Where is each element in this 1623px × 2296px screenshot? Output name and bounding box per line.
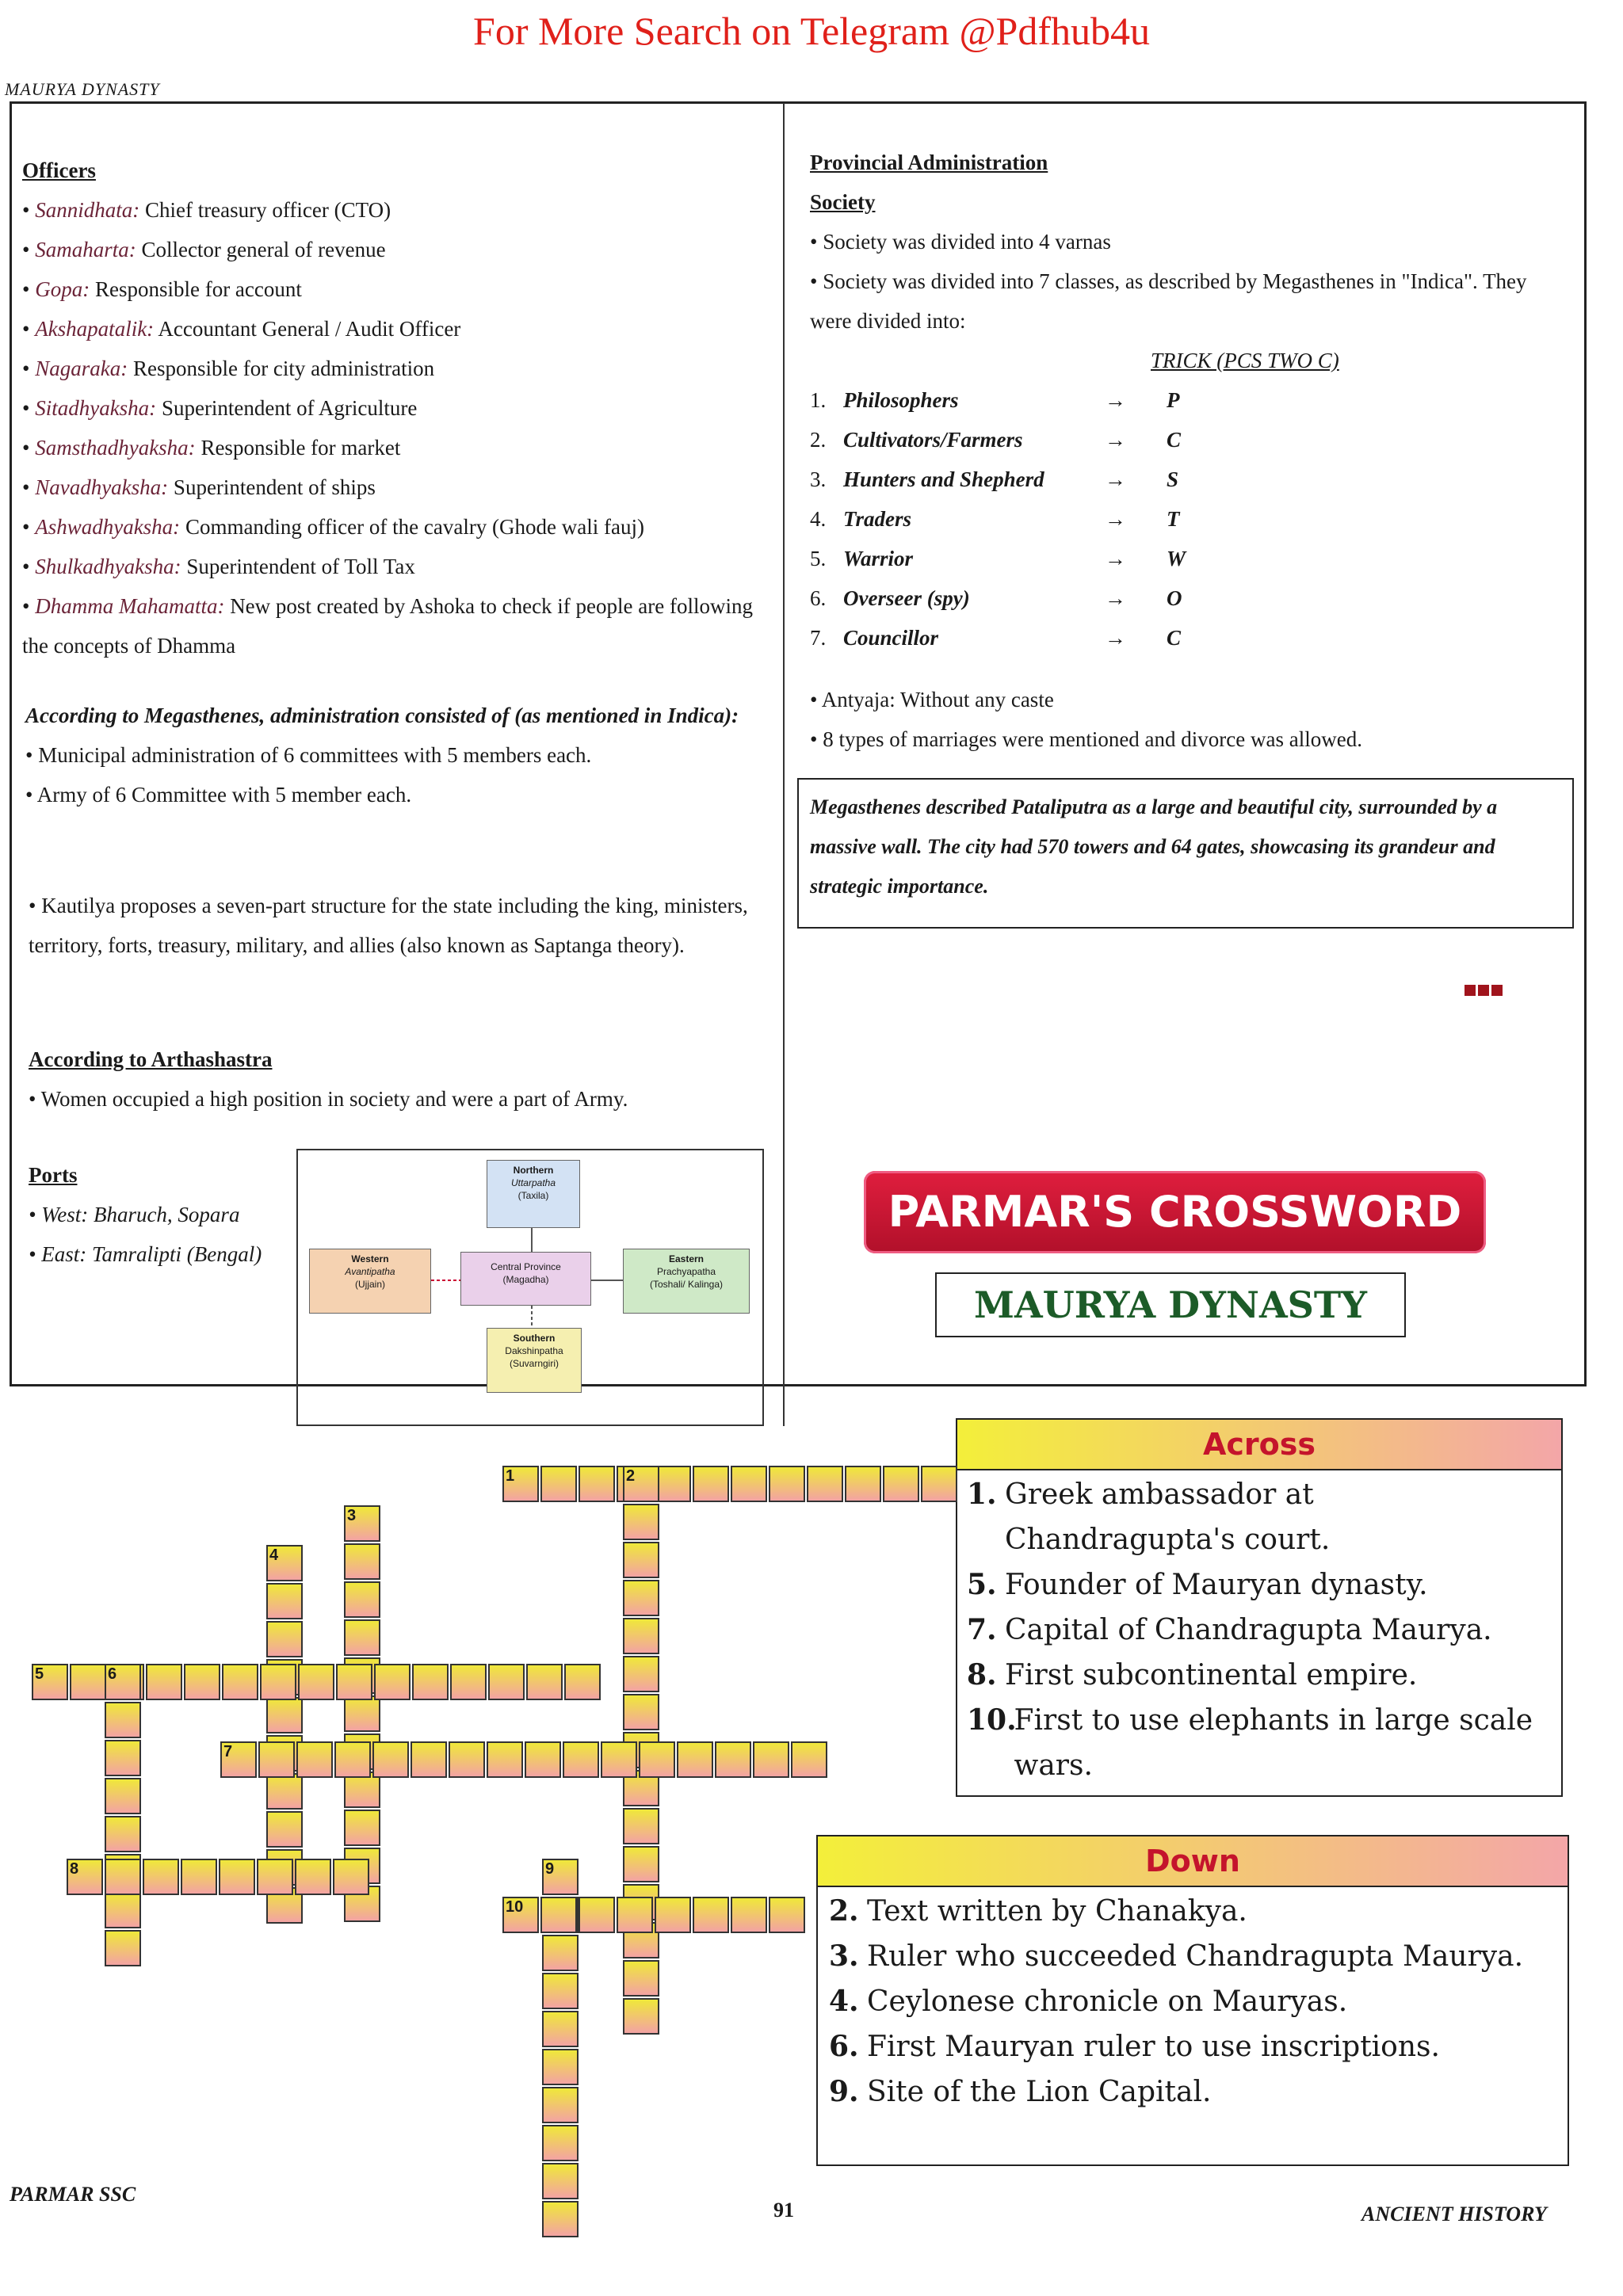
class-number: 5. [810,547,827,570]
class-letter: W [1167,547,1186,570]
crossword-cell[interactable] [623,1808,659,1844]
crossword-cell[interactable] [623,1694,659,1730]
arthashastra-heading: According to Arthashastra [29,1047,273,1071]
clue-number: 3. [829,1939,859,1973]
crossword-cell[interactable] [105,1892,141,1928]
crossword-cell[interactable] [344,1543,380,1580]
crossword-cell[interactable] [542,2049,579,2085]
society-item: • Society was divided into 7 classes, as described by Megasthenes in "Indica". They were divided into: [810,261,1571,341]
crossword-cell[interactable] [105,1930,141,1966]
crossword-cell[interactable] [258,1741,295,1778]
crossword-cell[interactable] [693,1897,729,1933]
crossword-cell[interactable] [542,2087,579,2123]
class-letter: C [1167,428,1182,452]
clue-text: First to use elephants in large scale wars. [1014,1704,1533,1782]
society-item: • Society was divided into 4 varnas [810,222,1571,261]
crossword-cell[interactable] [845,1466,881,1502]
pataliputra-box: Megasthenes described Pataliputra as a large and beautiful city, surrounded by a massive wall. The city had 570 towers and 64 gates, showcasing its grandeur and strategic importance. [797,778,1574,929]
crossword-cell[interactable] [807,1466,843,1502]
officer-term: Nagaraka: [35,357,128,380]
class-letter: T [1167,507,1180,531]
crossword-cell[interactable] [105,1740,141,1776]
megasthenes-item: • Army of 6 Committee with 5 member each. [25,775,774,814]
clue-number: 8. [967,1658,997,1691]
cell-number: 10 [506,1898,524,1916]
crossword-cell[interactable] [623,1580,659,1616]
officers-heading: Officers [22,158,96,182]
crossword-cell[interactable] [542,2011,579,2047]
arrow-icon: → [1105,626,1126,650]
crossword-cell[interactable] [623,1998,659,2035]
class-number: 6. [810,586,827,610]
crossword-cell[interactable] [344,1695,380,1732]
class-name: Hunters and Shepherd [843,467,1044,491]
footer-right: ANCIENT HISTORY [1361,2203,1547,2225]
officer-term: Samsthadhyaksha: [35,436,196,460]
crossword-title: PARMAR'S CROSSWORD [864,1171,1486,1253]
across-clue [967,1562,1552,1608]
crossword-cell[interactable] [296,1741,333,1778]
crossword-cell[interactable] [540,1466,577,1502]
officer-term: Akshapatalik: [35,317,155,341]
crossword-cell[interactable] [344,1810,380,1846]
crossword-cell[interactable] [655,1466,691,1502]
crossword-cell[interactable] [693,1466,729,1502]
clue-text: Founder of Mauryan dynasty. [1005,1569,1428,1601]
crossword-cell[interactable] [579,1897,615,1933]
crossword-cell[interactable] [450,1664,487,1700]
officer-desc: Accountant General / Audit Officer [154,317,461,341]
crossword-cell[interactable] [542,1935,579,1971]
clue-text: Ruler who succeeded Chandragupta Maurya. [867,1940,1524,1973]
class-letter: O [1167,586,1182,610]
class-letter: C [1167,626,1182,650]
class-letter: S [1167,467,1179,491]
arthashastra-item: • Women occupied a high position in society and were a part of Army. [29,1087,628,1111]
officer-desc: Collector general of revenue [136,238,386,261]
clue-text: Ceylonese chronicle on Mauryas. [867,1985,1348,2018]
crossword-cell[interactable] [639,1741,675,1778]
crossword-cell[interactable] [563,1741,599,1778]
officer-desc: Superintendent of Toll Tax [181,555,415,578]
crossword-cell[interactable] [374,1664,411,1700]
port-east: • East: Tamralipti (Bengal) [29,1242,262,1266]
officer-term: Sitadhyaksha: [35,396,157,420]
kautilya-text: • Kautilya proposes a seven-part structure for the state including the king, ministers, territory, forts, treasury, military, and allies (also known as Saptanga theory). [29,894,748,957]
clue-text: Site of the Lion Capital. [867,2076,1212,2108]
clue-number: 1. [967,1478,997,1511]
crossword-cell[interactable] [487,1741,523,1778]
class-name: Traders [843,507,911,531]
cell-number: 7 [223,1743,233,1760]
crossword-cell[interactable] [579,1466,615,1502]
across-heading: Across [957,1420,1561,1470]
page-number: 91 [773,2199,794,2222]
clue-text: Greek ambassador at Chandragupta's court. [1005,1478,1331,1556]
society-extra-item: • Antyaja: Without any caste [810,680,1571,719]
crossword-cell[interactable] [769,1466,805,1502]
cell-number: 3 [347,1507,357,1524]
crossword-cell[interactable] [542,2163,579,2199]
clue-number: 2. [829,1894,859,1928]
officer-term: Ashwadhyaksha: [35,515,181,539]
crossword-cell[interactable] [542,2201,579,2237]
crossword-cell[interactable] [715,1741,751,1778]
crossword-cell[interactable] [525,1741,561,1778]
crossword-cell[interactable] [105,1702,141,1738]
cell-number: 4 [269,1547,279,1564]
class-name: Philosophers [843,388,959,412]
officer-term: Dhamma Mahamatta: [35,594,225,618]
class-name: Warrior [843,547,914,570]
crossword-cell[interactable] [655,1897,691,1933]
crossword-cell[interactable] [266,1583,303,1619]
class-name: Cultivators/Farmers [843,428,1023,452]
crossword-cell[interactable] [184,1664,220,1700]
society-heading: Society [810,190,876,214]
crossword-cell[interactable] [883,1466,919,1502]
crossword-cell[interactable] [601,1741,637,1778]
crossword-cell[interactable] [266,1811,303,1848]
port-west: • West: Bharuch, Sopara [29,1203,240,1226]
crossword-cell[interactable] [334,1741,371,1778]
crossword-cell[interactable] [105,1778,141,1814]
officer-term: Shulkadhyaksha: [35,555,181,578]
running-head: MAURYA DYNASTY [5,79,160,99]
clue-number: 5. [967,1568,997,1601]
trick-label: TRICK (PCS TWO C) [1151,349,1339,372]
crossword-cell[interactable] [333,1859,369,1895]
across-clue [967,1653,1552,1698]
cell-number: 2 [626,1467,636,1485]
clue-text: Capital of Chandragupta Maurya. [1005,1614,1492,1646]
officer-term: Samaharta: [35,238,136,261]
across-clue [967,1698,1552,1788]
class-number: 4. [810,507,827,531]
crossword-cell[interactable] [219,1859,255,1895]
megasthenes-intro: According to Megasthenes, administration consisted of (as mentioned in Indica): [25,704,739,727]
crossword-cell[interactable] [623,1542,659,1578]
crossword-cell[interactable] [617,1897,653,1933]
cell-number: 6 [108,1665,117,1683]
officer-term: Gopa: [35,277,90,301]
crossword-cell[interactable] [70,1664,106,1700]
crossword-cell[interactable] [921,1466,957,1502]
crossword-cell[interactable] [526,1664,563,1700]
across-clues [957,1470,1561,1790]
west-node: Western Avantipatha (Ujjain) [309,1249,431,1314]
officer-term: Sannidhata: [35,198,140,222]
across-clue [967,1608,1552,1653]
clue-text: Text written by Chanakya. [867,1895,1247,1928]
crossword-cell[interactable] [540,1897,577,1933]
class-number: 2. [810,428,827,452]
crossword-cell[interactable] [344,1619,380,1656]
crossword-cell[interactable] [623,1504,659,1540]
clue-text: First Mauryan ruler to use inscriptions. [867,2031,1440,2063]
crossword-cell[interactable] [266,1697,303,1733]
crossword-cell[interactable] [753,1741,789,1778]
provincial-heading: Provincial Administration [810,151,1048,174]
crossword-cell[interactable] [623,1656,659,1692]
crossword-cell[interactable] [105,1859,141,1895]
crossword-cell[interactable] [372,1741,409,1778]
down-heading: Down [818,1836,1568,1887]
class-letter: P [1167,388,1180,412]
crossword-cell[interactable] [731,1466,767,1502]
south-node: Southern Dakshinpatha (Suvarngiri) [487,1328,582,1393]
crossword-cell[interactable] [564,1664,601,1700]
officer-desc: New post created by Ashoka to check if people are following the concepts of Dhamma [22,594,753,658]
footer-left: PARMAR SSC [10,2183,136,2206]
crossword-cell[interactable] [488,1664,525,1700]
arrow-icon: → [1105,547,1126,570]
crossword-cell[interactable] [542,2125,579,2161]
crossword-cell[interactable] [260,1664,296,1700]
crossword-cell[interactable] [181,1859,217,1895]
across-clue [967,1472,1552,1562]
crossword-cell[interactable] [344,1581,380,1618]
crossword-cell[interactable] [542,1973,579,2009]
ports-heading: Ports [29,1163,78,1187]
class-name: Councillor [843,626,939,650]
clue-number: 4. [829,1985,859,2018]
crossword-cell[interactable] [731,1897,767,1933]
class-number: 1. [810,388,827,412]
arrow-icon: → [1105,428,1126,452]
cell-number: 9 [545,1860,555,1878]
cell-number: 5 [35,1665,44,1683]
clue-number: 9. [829,2075,859,2108]
section-end-marker [1465,984,1505,999]
officer-desc: Superintendent of Agriculture [156,396,418,420]
arrow-icon: → [1105,507,1126,531]
telegram-banner: For More Search on Telegram @Pdfhub4u [473,9,1150,53]
officer-desc: Responsible for city administration [128,357,435,380]
clue-number: 10. [967,1703,1017,1737]
clue-text: First subcontinental empire. [1005,1659,1418,1691]
class-number: 7. [810,626,827,650]
officer-desc: Superintendent of ships [168,475,376,499]
crossword-cell[interactable] [449,1741,485,1778]
crossword-cell[interactable] [623,1618,659,1654]
crossword-cell[interactable] [412,1664,449,1700]
officer-desc: Chief treasury officer (CTO) [139,198,391,222]
class-number: 3. [810,467,827,491]
crossword-cell[interactable] [336,1664,372,1700]
crossword-cell[interactable] [146,1664,182,1700]
officer-desc: Commanding officer of the cavalry (Ghode wali fauj) [180,515,644,539]
crossword-cell[interactable] [769,1897,805,1933]
cell-number: 1 [506,1467,515,1485]
north-node: Northern Uttarpatha (Taxila) [487,1160,580,1228]
crossword-cell[interactable] [257,1859,293,1895]
arrow-icon: → [1105,467,1126,491]
cell-number: 8 [70,1860,79,1878]
crossword-cell[interactable] [105,1816,141,1852]
officer-desc: Responsible for account [90,277,302,301]
clue-number: 7. [967,1613,997,1646]
across-box [956,1418,1563,1797]
crossword-cell[interactable] [222,1664,258,1700]
crossword-cell[interactable] [266,1773,303,1810]
society-extra-item: • 8 types of marriages were mentioned and divorce was allowed. [810,719,1571,759]
crossword-cell[interactable] [411,1741,447,1778]
crossword-cell[interactable] [298,1664,334,1700]
center-node: Central Province (Magadha) [460,1252,591,1306]
crossword-cell[interactable] [623,1846,659,1882]
crossword-cell[interactable] [791,1741,827,1778]
megasthenes-item: • Municipal administration of 6 committees with 5 members each. [25,735,774,775]
crossword-cell[interactable] [295,1859,331,1895]
crossword-cell[interactable] [677,1741,713,1778]
crossword-cell[interactable] [143,1859,179,1895]
crossword-cell[interactable] [623,1960,659,1997]
crossword-cell[interactable] [266,1621,303,1657]
east-node: Eastern Prachyapatha (Toshali/ Kalinga) [623,1249,750,1314]
class-name: Overseer (spy) [843,586,970,610]
clue-number: 6. [829,2030,859,2063]
arrow-icon: → [1105,586,1126,610]
crossword-subtitle: MAURYA DYNASTY [935,1272,1406,1337]
arrow-icon: → [1105,388,1126,412]
officer-term: Navadhyaksha: [35,475,169,499]
officer-desc: Responsible for market [195,436,401,460]
